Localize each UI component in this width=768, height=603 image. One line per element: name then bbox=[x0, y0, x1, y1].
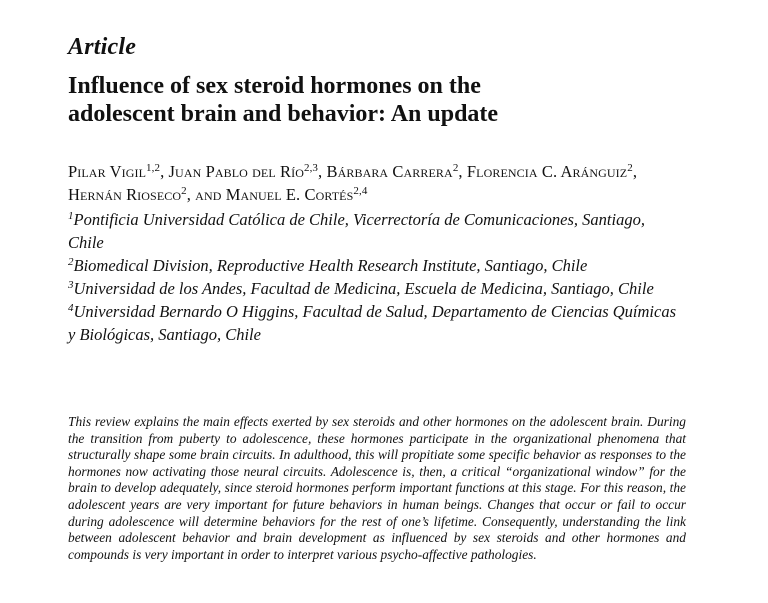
affiliation-list bbox=[68, 208, 678, 346]
abstract-text: This review explains the main effects exerted by sex steroids and other hormones on the adolescent brain. During the transition from puberty to adolescence, these hormones participate in the organizational phenomena that structurally shape some brain circuits. In adulthood, this will propitiate some specific behavior as responses to the hormones now activating those neural circuits. Adolescence is, then, a critical “organizational window” for the brain to develop adequately, since steroid hormones perform important functions at this stage. For this reason, the adolescent years are very important for future behaviors in human beings. Changes that occur or fail to occur during adolescence will determine behaviors for the rest of one’s lifetime. Consequently, understanding the link between adolescent behavior and brain development as influenced by sex steroids and other hormones and compounds is very important in order to interpret various psycho-affective pathologies. bbox=[68, 414, 686, 562]
author-list bbox=[68, 160, 668, 206]
author: Pilar Vigil$^{1,2}$, bbox=[68, 162, 169, 181]
author: Manuel E. Cortés$^{2,4}$ bbox=[225, 185, 368, 204]
title-line-1: Influence of sex steroid hormones on the bbox=[68, 73, 481, 99]
affiliation: $^4$Universidad Bernardo O Higgins, Facultad de Salud, Departamento de Ciencias Químicas y Biológicas, Santiago, Chile bbox=[68, 302, 676, 344]
affiliation: $^2$Biomedical Division, Reproductive Health Research Institute, Santiago, Chile bbox=[68, 256, 588, 275]
author: Hernán Rioseco$^2$, and bbox=[68, 185, 226, 204]
section-label: Article bbox=[68, 34, 137, 60]
author: Juan Pablo del Río$^{2,3}$, bbox=[168, 162, 327, 181]
author: Florencia C. Aránguiz$^2$, bbox=[466, 162, 638, 181]
affiliation: $^3$Universidad de los Andes, Facultad de Medicina, Escuela de Medicina, Santiago, Chile bbox=[68, 279, 654, 298]
affiliation: $^1$Pontificia Universidad Católica de Chile, Vicerrectoría de Comunicaciones, Santiago, Chile bbox=[68, 210, 645, 252]
title-line-2: adolescent brain and behavior: An update bbox=[68, 101, 499, 127]
article-title bbox=[68, 72, 608, 128]
author: Bárbara Carrera$^2$, bbox=[326, 162, 467, 181]
